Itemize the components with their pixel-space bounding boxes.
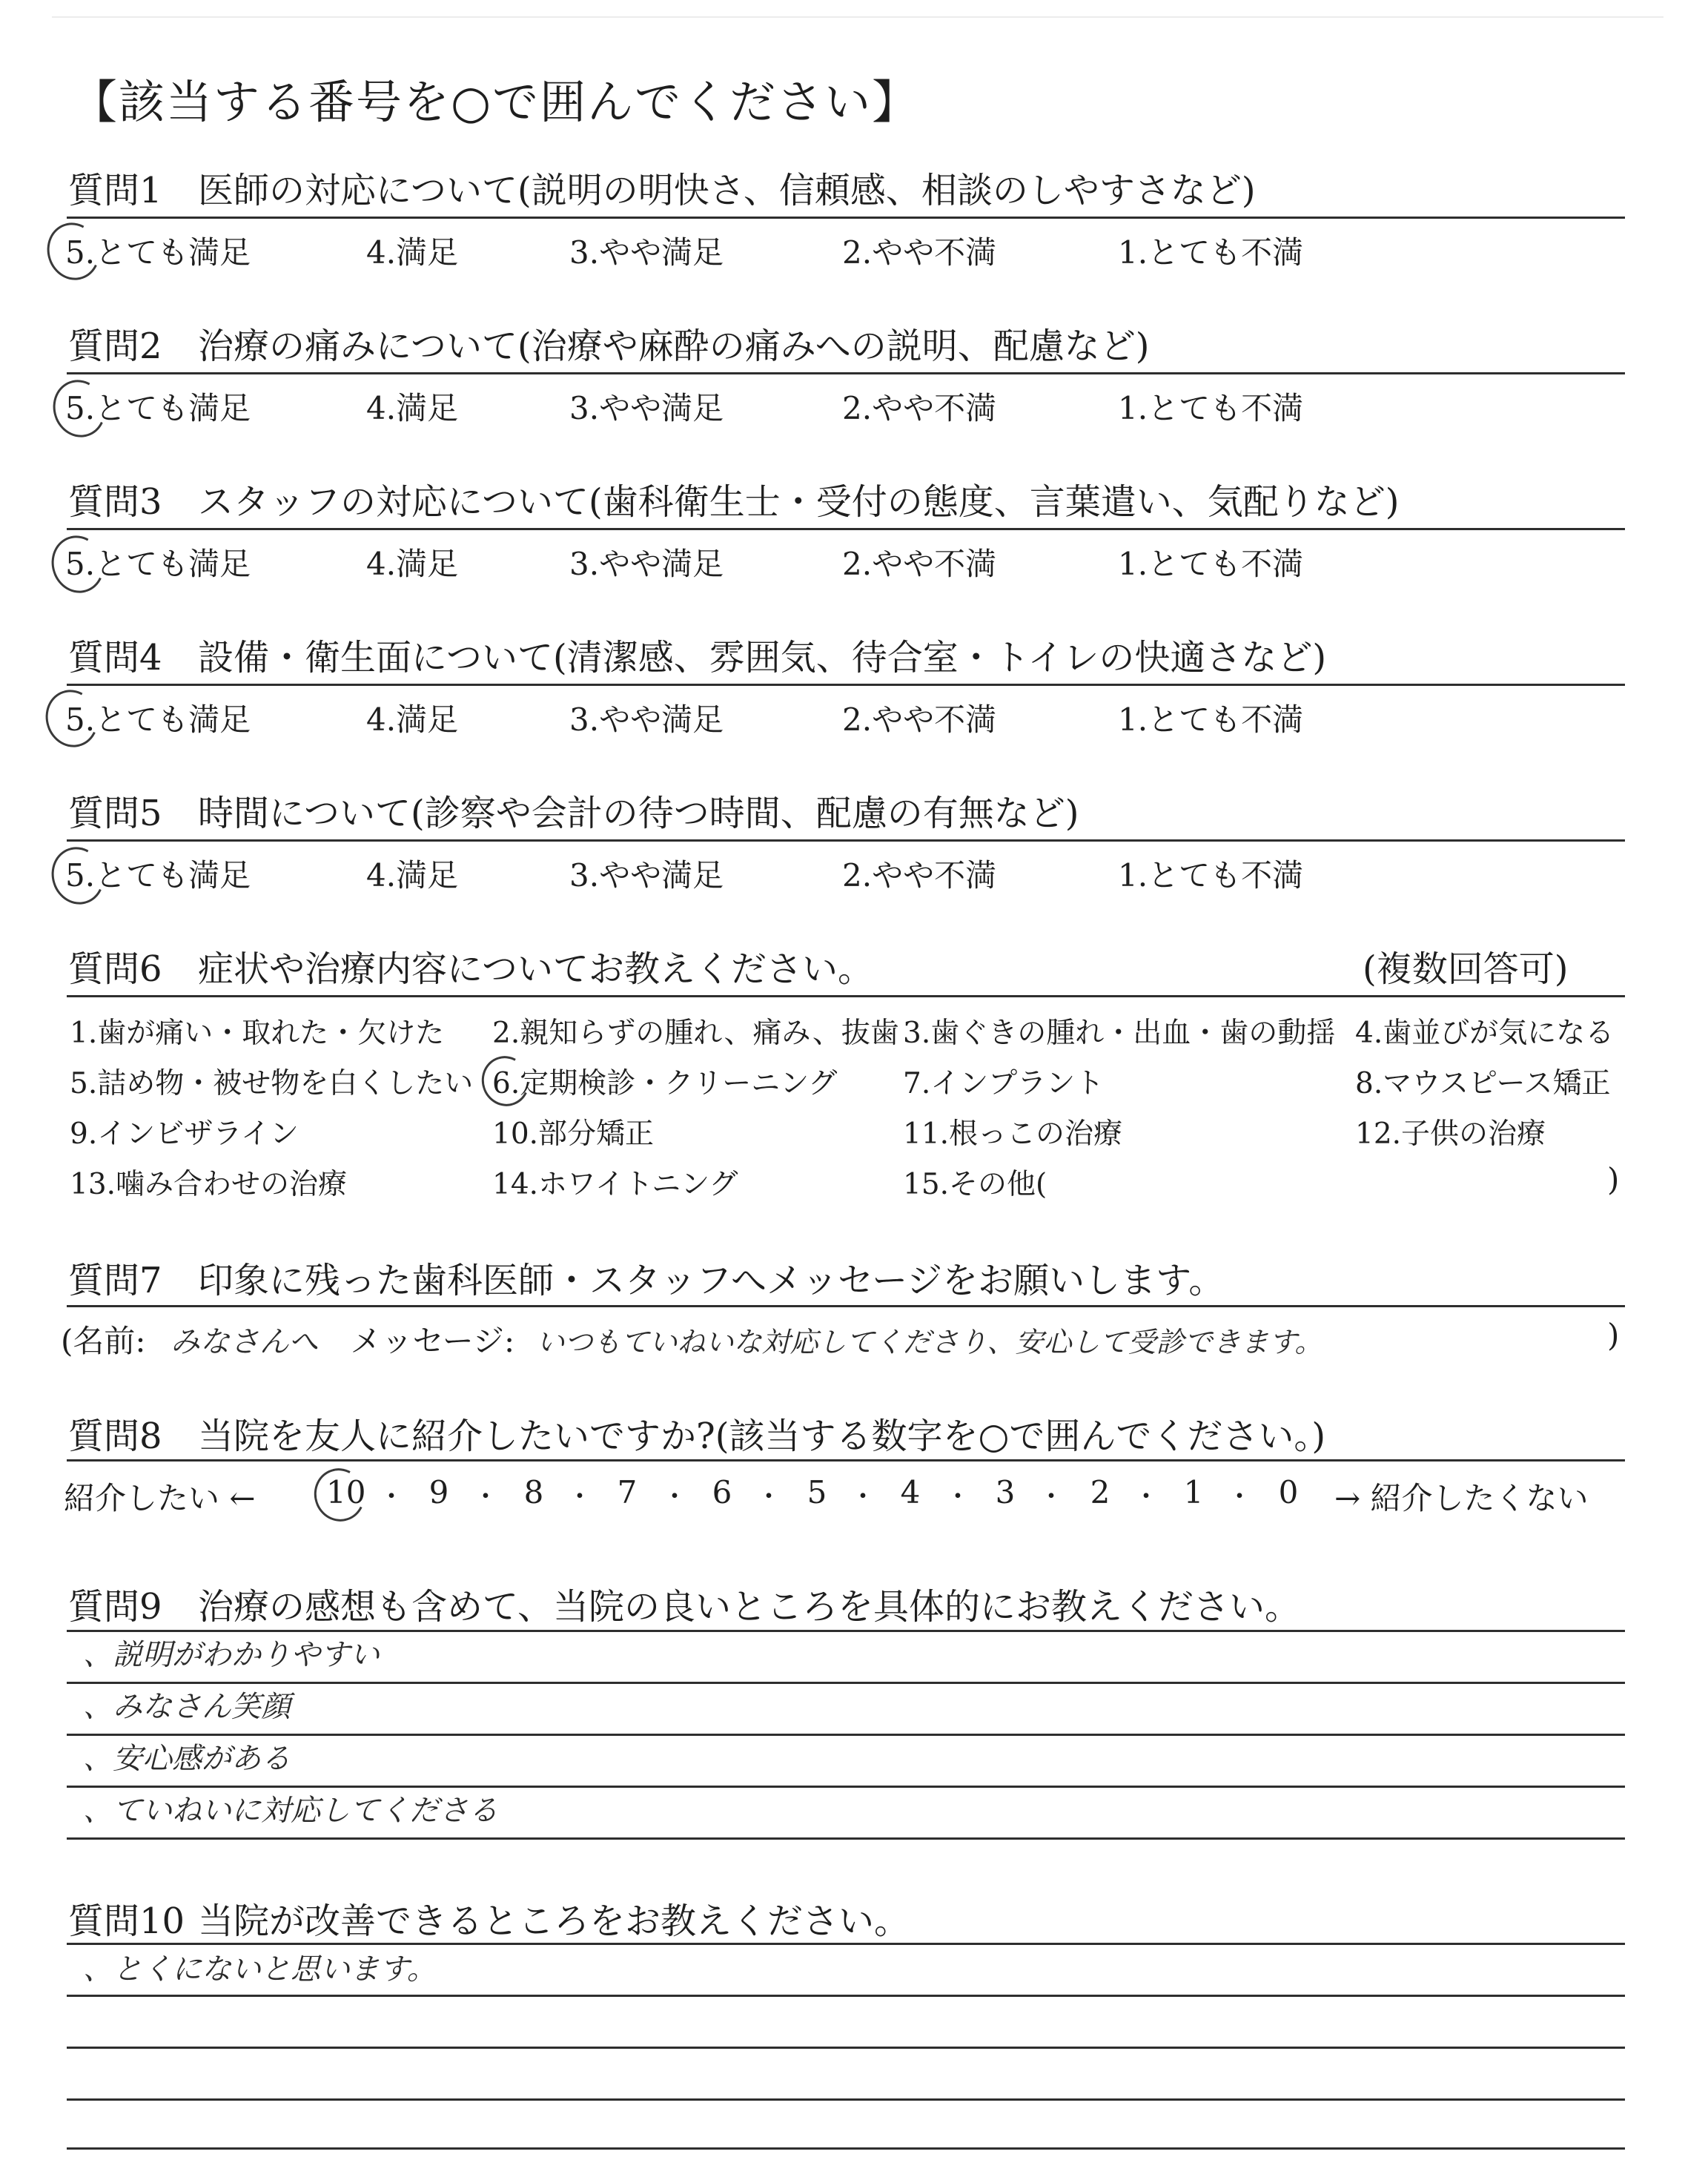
q9-answer-3[interactable]: 、安心感がある (83, 1742, 291, 1776)
q8-left-label: 紹介したい ← (64, 1480, 256, 1516)
q6-option-7[interactable]: 7.インプラント (903, 1067, 1105, 1100)
q1-option-3[interactable]: 3.やや満足 (569, 234, 724, 271)
q5-text: 時間について(診察や会計の待つ時間、配慮の有無など) (198, 793, 1079, 834)
q3-option-5[interactable]: 5.とても満足 (65, 546, 251, 582)
q1-title (68, 162, 1256, 213)
q8-dot: ・ (472, 1482, 500, 1512)
q7-message-line (61, 1317, 1323, 1361)
q8-dot: ・ (1038, 1482, 1065, 1512)
q4-rule (67, 684, 1625, 686)
q1-option-2[interactable]: 2.やや不満 (842, 234, 997, 271)
q2-number: 質問2 (68, 326, 162, 367)
q9-answer-4[interactable]: 、ていねいに対応してくださる (83, 1794, 498, 1828)
q4-option-4[interactable]: 4.満足 (366, 701, 459, 738)
q6-rule (67, 995, 1625, 997)
q8-dot: ・ (850, 1482, 877, 1512)
q5-title (68, 785, 1079, 836)
q8-text: 当院を友人に紹介したいですか?(該当する数字を○で囲んでください。) (198, 1416, 1326, 1457)
q3-number: 質問3 (68, 481, 162, 523)
q7-name-label: (名前: (61, 1323, 146, 1359)
q7-title (68, 1252, 1224, 1303)
q6-option-12[interactable]: 12.子供の治療 (1355, 1117, 1546, 1151)
q9-text: 治療の感想も含めて、当院の良いところを具体的にお教えください。 (198, 1586, 1301, 1628)
q10-title (68, 1892, 910, 1943)
q10-answer-line (67, 2147, 1625, 2150)
q8-scale-9[interactable]: 9 (428, 1474, 449, 1510)
q2-option-3[interactable]: 3.やや満足 (569, 390, 724, 426)
q8-scale-1[interactable]: 1 (1183, 1474, 1204, 1510)
q8-scale-4[interactable]: 4 (900, 1474, 921, 1510)
q6-option-10[interactable]: 10.部分矯正 (492, 1117, 655, 1151)
q8-dot: ・ (944, 1482, 972, 1512)
q3-rule (67, 528, 1625, 530)
q9-answer-line (67, 1837, 1625, 1840)
q8-dot: ・ (755, 1482, 783, 1512)
q10-text: 当院が改善できるところをお教えください。 (198, 1900, 910, 1942)
q9-answer-line (67, 1734, 1625, 1736)
q5-option-5[interactable]: 5.とても満足 (65, 857, 251, 894)
q8-selection-circle (308, 1462, 372, 1527)
q3-text: スタッフの対応について(歯科衛生士・受付の態度、言葉遣い、気配りなど) (198, 481, 1400, 523)
q3-option-2[interactable]: 2.やや不満 (842, 546, 997, 582)
q2-title (68, 317, 1150, 369)
q8-dot: ・ (1226, 1482, 1254, 1512)
top-rule (52, 16, 1664, 18)
q4-option-3[interactable]: 3.やや満足 (569, 701, 724, 738)
q3-option-3[interactable]: 3.やや満足 (569, 546, 724, 582)
q4-text: 設備・衛生面について(清潔感、雰囲気、待合室・トイレの快適さなど) (198, 637, 1327, 678)
q9-answer-1[interactable]: 、説明がわかりやすい (83, 1638, 380, 1672)
q9-title (68, 1578, 1300, 1629)
q6-selection-circle (475, 1050, 536, 1112)
q6-title (68, 940, 873, 991)
q3-title (68, 473, 1400, 524)
q8-rule (67, 1459, 1625, 1462)
q5-number: 質問5 (68, 793, 162, 834)
q4-number: 質問4 (68, 637, 162, 678)
q6-option-11[interactable]: 11.根っこの治療 (903, 1117, 1123, 1151)
q9-answer-2[interactable]: 、みなさん笑顔 (83, 1690, 291, 1724)
q8-scale-2[interactable]: 2 (1090, 1474, 1110, 1510)
q3-option-4[interactable]: 4.満足 (366, 546, 459, 582)
q7-text: 印象に残った歯科医師・スタッフへメッセージをお願いします。 (198, 1260, 1225, 1301)
q4-option-5[interactable]: 5.とても満足 (65, 701, 251, 738)
q2-option-1[interactable]: 1.とても不満 (1118, 390, 1304, 426)
q6-option-14[interactable]: 14.ホワイトニング (492, 1168, 738, 1201)
q7-message-value[interactable]: いつもていねいな対応してくださり、安心して受診できます。 (536, 1326, 1323, 1358)
q6-number: 質問6 (68, 948, 162, 990)
q9-number: 質問9 (68, 1586, 162, 1628)
q6-option-13[interactable]: 13.噛み合わせの治療 (70, 1168, 348, 1201)
q7-message-label: メッセージ: (350, 1323, 515, 1359)
q7-close-paren: ) (1607, 1317, 1620, 1353)
q10-answer-line (67, 2098, 1625, 2101)
q7-number: 質問7 (68, 1260, 162, 1301)
q5-option-2[interactable]: 2.やや不満 (842, 857, 997, 894)
q6-option-1[interactable]: 1.歯が痛い・取れた・欠けた (70, 1017, 445, 1050)
q1-text: 医師の対応について(説明の明快さ、信頼感、相談のしやすさなど) (198, 170, 1256, 211)
q6-multiple-answers-note: (複数回答可) (1363, 948, 1569, 990)
q5-option-4[interactable]: 4.満足 (366, 857, 459, 894)
q4-selection-circle (39, 683, 106, 754)
q8-dot: ・ (566, 1482, 594, 1512)
q8-title (68, 1407, 1325, 1459)
q2-option-2[interactable]: 2.やや不満 (842, 390, 997, 426)
q6-option-6[interactable]: 6.定期検診・クリーニング (492, 1067, 838, 1100)
q1-option-1[interactable]: 1.とても不満 (1118, 234, 1304, 271)
q5-rule (67, 839, 1625, 842)
form-header: 【該当する番号を○で囲んでください】 (71, 75, 920, 129)
q1-rule (67, 217, 1625, 219)
q6-option-3[interactable]: 3.歯ぐきの腫れ・出血・歯の動揺 (903, 1017, 1336, 1050)
q10-answer-line (67, 2047, 1625, 2049)
q10-number: 質問10 (68, 1900, 185, 1942)
q3-option-1[interactable]: 1.とても不満 (1118, 546, 1304, 582)
q2-option-4[interactable]: 4.満足 (366, 390, 459, 426)
q4-option-1[interactable]: 1.とても不満 (1118, 701, 1304, 738)
q8-scale-6[interactable]: 6 (712, 1474, 732, 1510)
q6-text: 症状や治療内容についてお教えください。 (198, 948, 874, 990)
q6-option-15[interactable]: 15.その他( (903, 1168, 1047, 1201)
q8-scale-8[interactable]: 8 (523, 1474, 544, 1510)
q9-answer-line (67, 1682, 1625, 1684)
q6-option-4[interactable]: 4.歯並びが気になる (1355, 1017, 1615, 1050)
q10-answer-line (67, 1995, 1625, 1997)
q1-number: 質問1 (68, 170, 162, 211)
q8-scale-10[interactable]: 10 (326, 1474, 366, 1510)
q8-scale-5[interactable]: 5 (807, 1474, 827, 1510)
q1-option-4[interactable]: 4.満足 (366, 234, 459, 271)
q8-scale-7[interactable]: 7 (617, 1474, 638, 1510)
q6-option-8[interactable]: 8.マウスピース矯正 (1355, 1067, 1611, 1100)
q8-dot: ・ (1133, 1482, 1160, 1512)
q1-selection-circle (40, 216, 107, 287)
q5-option-1[interactable]: 1.とても不満 (1118, 857, 1304, 894)
q5-option-3[interactable]: 3.やや満足 (569, 857, 724, 894)
q6-option-2[interactable]: 2.親知らずの腫れ、痛み、抜歯 (492, 1017, 899, 1050)
q7-name-value[interactable]: みなさんへ (170, 1325, 319, 1359)
q2-rule (67, 372, 1625, 374)
q2-text: 治療の痛みについて(治療や麻酔の痛みへの説明、配慮など) (198, 326, 1150, 367)
q8-scale-3[interactable]: 3 (995, 1474, 1016, 1510)
q10-answer-line (67, 1943, 1625, 1945)
q6-option-5[interactable]: 5.詰め物・被せ物を白くしたい (70, 1067, 474, 1100)
q2-option-5[interactable]: 5.とても満足 (65, 390, 251, 426)
q7-rule (67, 1305, 1625, 1307)
q6-option-15-close: ) (1607, 1161, 1620, 1198)
q4-option-2[interactable]: 2.やや不満 (842, 701, 997, 738)
q8-scale-0[interactable]: 0 (1278, 1474, 1299, 1510)
q4-title (68, 629, 1326, 680)
q6-option-9[interactable]: 9.インビザライン (70, 1117, 299, 1151)
q1-option-5[interactable]: 5.とても満足 (65, 234, 251, 271)
q8-number: 質問8 (68, 1416, 162, 1457)
q10-answer-1[interactable]: 、とくにないと思います。 (83, 1952, 437, 1986)
q8-right-label: → 紹介したくない (1334, 1480, 1589, 1516)
q8-dot: ・ (378, 1482, 406, 1512)
q8-dot: ・ (661, 1482, 689, 1512)
